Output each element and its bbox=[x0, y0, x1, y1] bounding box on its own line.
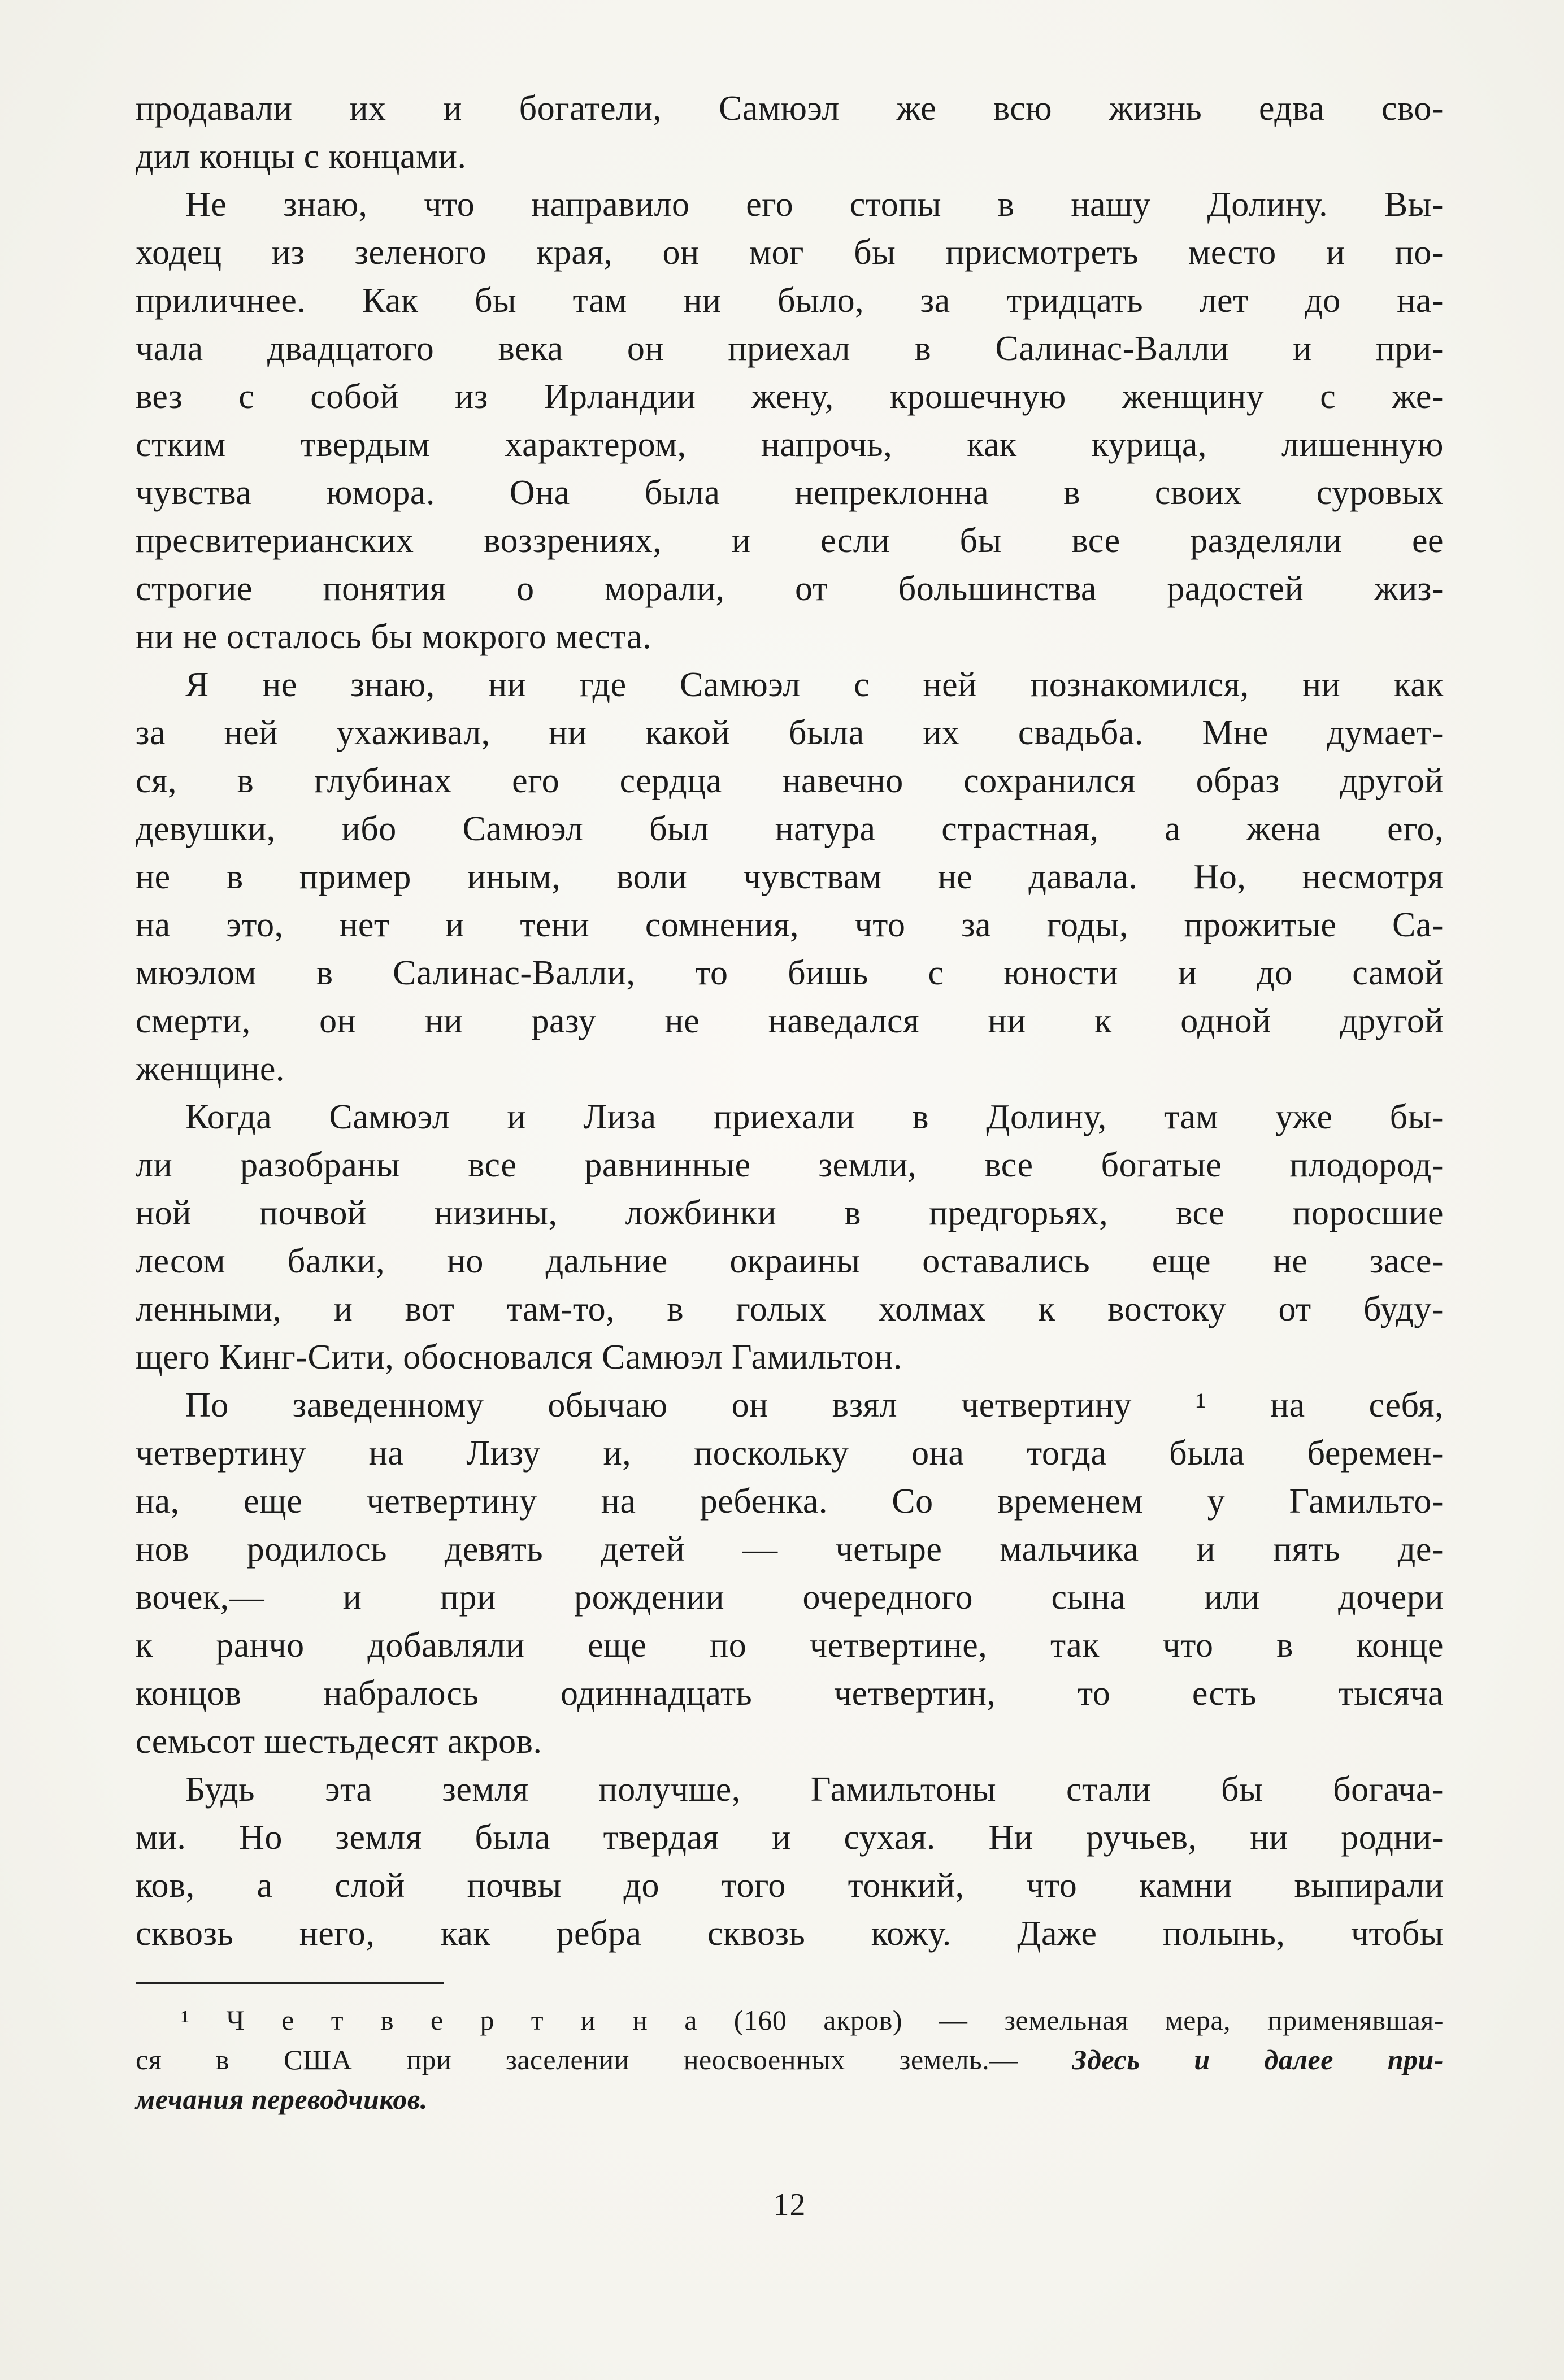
text-line: пресвитерианских воззрениях, и если бы все разделяли ее bbox=[136, 522, 1444, 560]
text-line: ни не осталось бы мокрого места. bbox=[136, 618, 651, 656]
footnote-separator bbox=[136, 1982, 444, 1984]
text-line: вочек,— и при рождении очередного сына или дочери bbox=[136, 1578, 1444, 1617]
text-line: чувства юмора. Она была непреклонна в своих суровых bbox=[136, 474, 1444, 512]
text-line: ми. Но земля была твердая и сухая. Ни ручьев, ни родни- bbox=[136, 1818, 1444, 1857]
paragraph bbox=[136, 1382, 1444, 1766]
text-line: нов родилось девять детей — четыре мальчика и пять де- bbox=[136, 1530, 1444, 1569]
text-line: Будь эта земля получше, Гамильтоны стали бы богача- bbox=[185, 1770, 1444, 1809]
text-line: Не знаю, что направило его стопы в нашу Долину. Вы- bbox=[185, 185, 1444, 224]
footnote-text: ¹ Ч е т в е р т и н а (160 акров) — земельная мера, применявшая- bbox=[181, 2004, 1444, 2036]
text-line: По заведенному обычаю он взял четвертину ¹ на себя, bbox=[185, 1386, 1444, 1424]
paragraph bbox=[136, 661, 1444, 1093]
page-number: 12 bbox=[773, 2187, 806, 2222]
footnote-text: ся в США при заселении неосвоенных земель.— bbox=[136, 2044, 1072, 2075]
text-line: чала двадцатого века он приехал в Салинас-Валли и при- bbox=[136, 329, 1444, 368]
text-line: мюэлом в Салинас-Валли, то бишь с юности и до самой bbox=[136, 954, 1444, 992]
text-line: к ранчо добавляли еще по четвертине, так что в конце bbox=[136, 1626, 1444, 1665]
text-line: на, еще четвертину на ребенка. Со временем у Гамильто- bbox=[136, 1482, 1444, 1521]
text-line: ли разобраны все равнинные земли, все богатые плодород- bbox=[136, 1146, 1444, 1184]
text-line: ленными, и вот там-то, в голых холмах к востоку от буду- bbox=[136, 1290, 1444, 1328]
text-line: ков, а слой почвы до того тонкий, что камни выпирали bbox=[136, 1866, 1444, 1905]
text-line: сквозь него, как ребра сквозь кожу. Даже полынь, чтобы bbox=[136, 1914, 1444, 1953]
text-line: продавали их и богатели, Самюэл же всю жизнь едва сво- bbox=[136, 89, 1444, 128]
text-line: женщине. bbox=[136, 1050, 285, 1088]
footnote bbox=[136, 2000, 1444, 2119]
footnote-line bbox=[136, 2000, 1444, 2040]
text-line: за ней ухаживал, ни какой была их свадьба. Мне думает- bbox=[136, 714, 1444, 752]
paragraph bbox=[136, 181, 1444, 661]
paragraph bbox=[136, 85, 1444, 181]
text-line: семьсот шестьдесят акров. bbox=[136, 1722, 542, 1761]
text-line: дил концы с концами. bbox=[136, 137, 467, 176]
footnote-line bbox=[136, 2079, 1444, 2119]
text-block bbox=[136, 85, 1444, 2223]
text-line: щего Кинг-Сити, обосновался Самюэл Гамильтон. bbox=[136, 1338, 902, 1376]
text-line: строгие понятия о морали, от большинства радостей жиз- bbox=[136, 570, 1444, 608]
text-line: Я не знаю, ни где Самюэл с ней познакомился, ни как bbox=[185, 666, 1444, 704]
text-line: не в пример иным, воли чувствам не давала. Но, несмотря bbox=[136, 858, 1444, 896]
text-line: на это, нет и тени сомнения, что за годы, прожитые Са- bbox=[136, 906, 1444, 944]
text-line: лесом балки, но дальние окраины оставались еще не засе- bbox=[136, 1242, 1444, 1280]
body-text bbox=[136, 85, 1444, 1958]
text-line: приличнее. Как бы там ни было, за тридцать лет до на- bbox=[136, 281, 1444, 320]
text-line: Когда Самюэл и Лиза приехали в Долину, там уже бы- bbox=[185, 1098, 1444, 1136]
footnote-line bbox=[136, 2040, 1444, 2079]
paragraph bbox=[136, 1093, 1444, 1382]
footnote-italic-text: Здесь и далее при- bbox=[1072, 2044, 1444, 2075]
text-line: ся, в глубинах его сердца навечно сохранился образ другой bbox=[136, 762, 1444, 800]
text-line: стким твердым характером, напрочь, как курица, лишенную bbox=[136, 425, 1444, 464]
text-line: четвертину на Лизу и, поскольку она тогда была беремен- bbox=[136, 1434, 1444, 1473]
text-line: ходец из зеленого края, он мог бы присмотреть место и по- bbox=[136, 233, 1444, 272]
paragraph bbox=[136, 1766, 1444, 1958]
text-line: девушки, ибо Самюэл был натура страстная, а жена его, bbox=[136, 810, 1444, 848]
text-line: концов набралось одиннадцать четвертин, то есть тысяча bbox=[136, 1674, 1444, 1713]
text-line: смерти, он ни разу не наведался ни к одной другой bbox=[136, 1002, 1444, 1040]
footnote-italic-text: мечания переводчиков. bbox=[136, 2083, 428, 2115]
text-line: ной почвой низины, ложбинки в предгорьях, все поросшие bbox=[136, 1194, 1444, 1232]
text-line: вез с собой из Ирландии жену, крошечную женщину с же- bbox=[136, 377, 1444, 416]
